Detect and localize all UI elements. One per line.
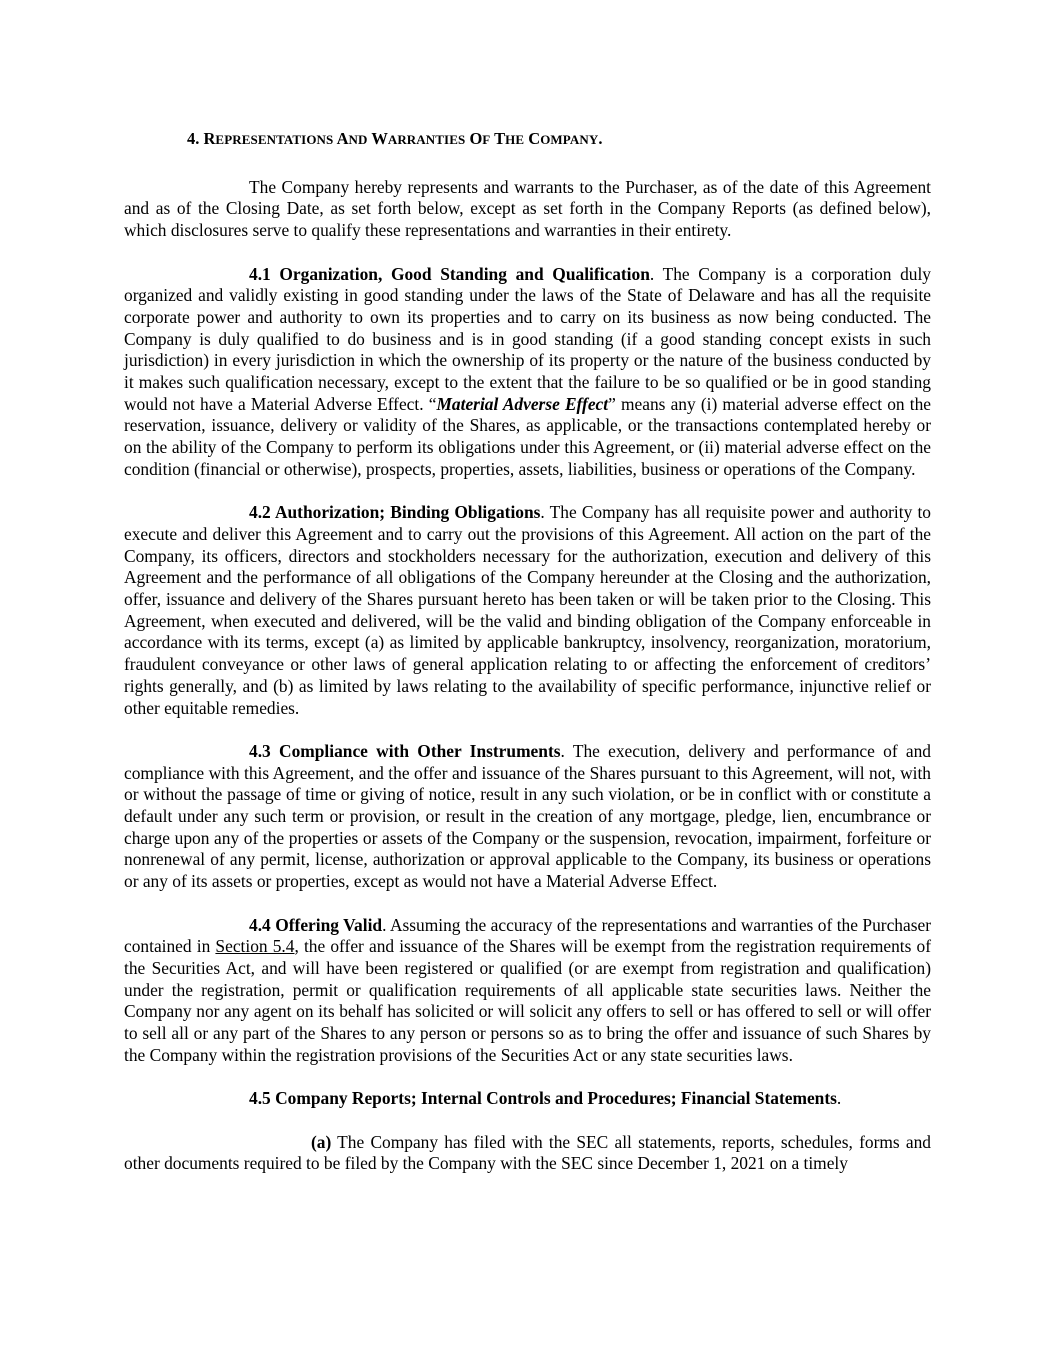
section-5-4-reference[interactable]: Section 5.4 bbox=[215, 936, 295, 957]
section-heading: 4. REPRESENTATIONS AND WARRANTIES OF THE COMPANY. bbox=[187, 129, 603, 148]
section-4-3-title: 4.3 Compliance with Other Instruments bbox=[249, 740, 561, 761]
subsection-label-a: (a) bbox=[311, 1131, 332, 1152]
defined-term-material-adverse-effect: Material Adverse Effect bbox=[436, 393, 609, 414]
heading-number: 4. bbox=[187, 129, 200, 148]
section-4-5-title: 4.5 Company Reports; Internal Controls and Procedures; Financial Statements bbox=[249, 1088, 837, 1109]
section-4-3-paragraph: 4.3 Compliance with Other Instruments. The execution, delivery and performance of and compliance with this Agreement, and the offer and issuance of the Shares pursuant to this Agreement, will not, with or without the passage of time or giving of notice, result in any such violation, or be in conflict with or constitute a default under any such term or provision, or result in the creation of any mortgage, pledge, lien, encumbrance or charge upon any of the properties or assets of the Company or the suspension, revocation, impairment, forfeiture or nonrenewal of any permit, license, authorization or approval applicable to the Company, its business or operations or any of its assets or properties, except as would not have a Material Adverse Effect. bbox=[124, 740, 931, 892]
section-4-4-paragraph: 4.4 Offering Valid. Assuming the accuracy of the representations and warranties of the Purchaser contained in Section 5.4, the offer and issuance of the Shares will be exempt from the registration requirements of the Securities Act, and will have been registered or qualified (or are exempt from registration and qualification) under the registration, permit or qualification requirements of all applicable state securities laws. Neither the Company nor any agent on its behalf has solicited or will solicit any offers to sell or has offered to sell or will offer to sell all or any part of the Shares to any person or persons so as to bring the offer and issuance of such Shares by the Company within the registration provisions of the Securities Act or any state securities laws. bbox=[124, 914, 931, 1065]
section-4-5-a-paragraph: (a) The Company has filed with the SEC all statements, reports, schedules, forms and other documents required to be filed by the Company with the SEC since December 1, 2021 on a timely bbox=[124, 1131, 931, 1174]
section-4-5-heading: 4.5 Company Reports; Internal Controls and Procedures; Financial Statements. bbox=[249, 1088, 842, 1109]
section-4-1-title: 4.1 Organization, Good Standing and Qualification bbox=[249, 263, 650, 284]
section-4-4-title: 4.4 Offering Valid bbox=[249, 914, 383, 935]
intro-paragraph: The Company hereby represents and warrants to the Purchaser, as of the date of this Agreement and as of the Closing Date, as set forth below, except as set forth in the Company Reports (as defined below), which disclosures serve to qualify these representations and warranties in their entirety. bbox=[124, 176, 931, 241]
section-4-1-paragraph: 4.1 Organization, Good Standing and Qualification. The Company is a corporation duly organized and validly existing in good standing under the laws of the State of Delaware and has all the requisite corporate power and authority to own its properties and to carry on its business as now being conducted. The Company is duly qualified to do business and is in good standing (if a good standing concept exists in such jurisdiction) in every jurisdiction in which the ownership of its property or the nature of the business conducted by it makes such qualification necessary, except to the extent that the failure to be so qualified or be in good standing would not have a Material Adverse Effect. “Material Adverse Effect” means any (i) material adverse effect on the reservation, issuance, delivery or validity of the Shares, as applicable, or the transactions contemplated hereby or on the ability of the Company to perform its obligations under this Agreement, or (ii) material adverse effect on the condition (financial or otherwise), prospects, properties, assets, liabilities, business or operations of the Company. bbox=[124, 263, 931, 479]
section-4-2-paragraph: 4.2 Authorization; Binding Obligations. The Company has all requisite power and authority to execute and deliver this Agreement and to carry out the provisions of this Agreement. All action on the part of the Company, its officers, directors and stockholders necessary for the authorization, execution and delivery of this Agreement and the performance of all obligations of the Company hereunder at the Closing and the authorization, offer, issuance and delivery of the Shares pursuant hereto has been taken or will be taken prior to the Closing. This Agreement, when executed and delivered, will be the valid and binding obligation of the Company enforceable in accordance with its terms, except (a) as limited by applicable bankruptcy, insolvency, reorganization, moratorium, fraudulent conveyance or other laws of general application relating to or affecting the enforcement of creditors’ rights generally, and (b) as limited by laws relating to the availability of specific performance, injunctive relief or other equitable remedies. bbox=[124, 502, 931, 718]
section-4-2-title: 4.2 Authorization; Binding Obligations bbox=[249, 502, 541, 523]
document-page bbox=[124, 128, 931, 1197]
